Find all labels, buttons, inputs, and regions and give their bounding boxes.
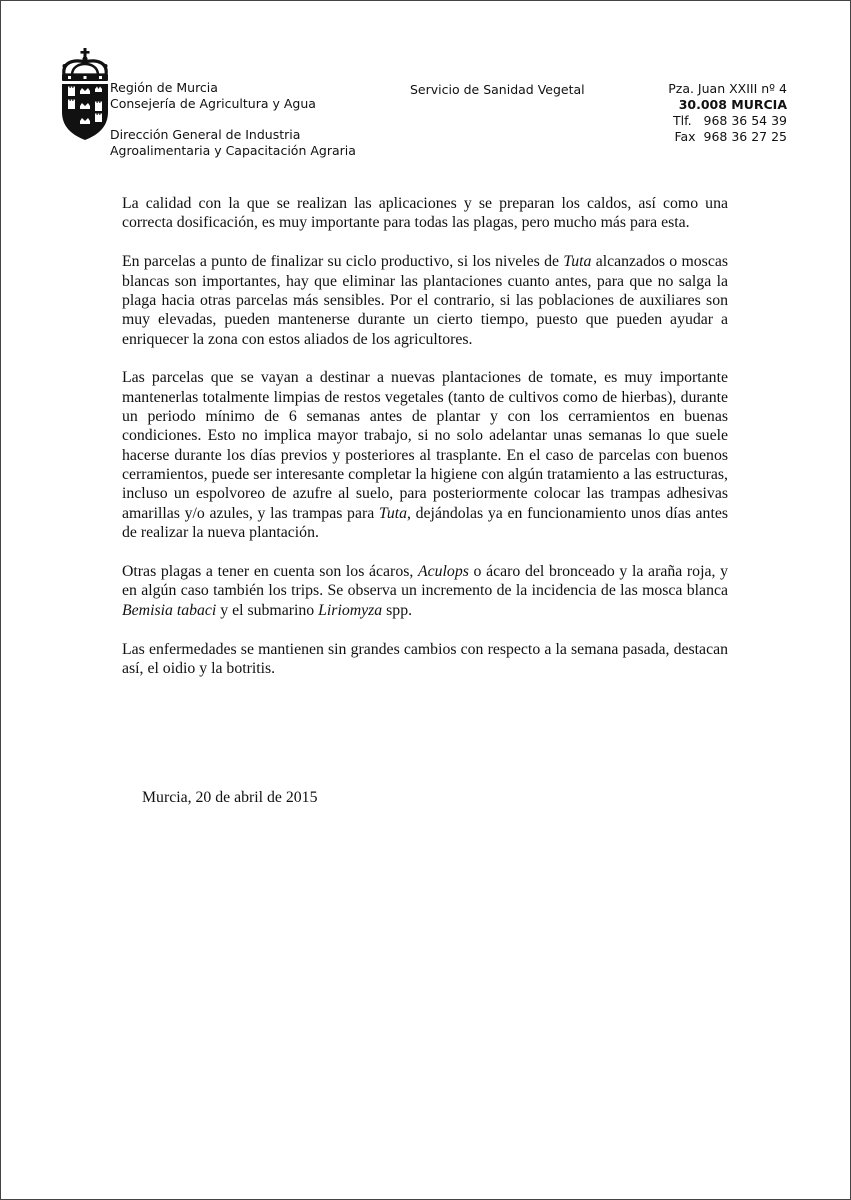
- species-tuta: Tuta: [378, 504, 408, 522]
- species-tuta: Tuta: [563, 253, 592, 271]
- paragraph-3-text-a: Las parcelas que se vayan a destinar a nuevas plantaciones de tomate, es muy importante mantenerlas totalmente limpias de restos vegetales (tanto de cultivos como de hierbas), durante un periodo mínimo de 6 semanas antes de plantar y con los cerramientos en buenas condiciones. Esto no implica mayor trabajo, si no solo adelantar unas semanas lo que suele hacerse durante los días previos y posteriores al trasplante. En el caso de parcelas con buenos cerramientos, puede ser interesante completar la higiene con algún tratamiento a las estructuras, incluso un espolvoreo de azufre al suelo, para posteriormente colocar las trampas adhesivas amarillas y/o azules, y las trampas para: [122, 369, 728, 522]
- address-fax: Fax 968 36 27 25: [674, 129, 787, 144]
- species-bemisia-tabaci: Bemisia tabaci: [122, 601, 217, 619]
- paragraph-4-text-e: y el submarino: [216, 601, 319, 619]
- region-header: [110, 80, 316, 112]
- paragraph-4: [122, 562, 728, 620]
- service-name: Servicio de Sanidad Vegetal: [410, 82, 585, 97]
- paragraph-3: [122, 368, 728, 542]
- paragraph-4-text-a: Otras plagas a tener en cuenta son los ácaros,: [122, 563, 418, 580]
- coat-of-arms-icon: [60, 48, 110, 142]
- address-street: Pza. Juan XXIII nº 4: [668, 81, 787, 96]
- region-name: Región de Murcia: [110, 80, 218, 95]
- species-aculops: Aculops: [417, 563, 469, 580]
- paragraph-4-text-c: o ácaro del bronceado y la araña roja, y en algún caso también los trips. Se observa un incremento de la incidencia de las mosca blanca: [122, 563, 728, 600]
- paragraph-1: La calidad con la que se realizan las aplicaciones y se preparan los caldos, así como una correcta dosificación, es muy importante para todas las plagas, pero mucho más para esta.: [122, 195, 728, 232]
- document-body: [122, 194, 728, 678]
- ministry-name: Consejería de Agricultura y Agua: [110, 96, 316, 111]
- directorate-header: [110, 127, 356, 159]
- address-block: [620, 81, 787, 145]
- paragraph-5: Las enfermedades se mantienen sin grandes cambios con respecto a la semana pasada, destacan así, el oidio y la botritis.: [122, 640, 728, 677]
- address-city: 30.008 MURCIA: [678, 97, 787, 112]
- paragraph-4-text-g: spp.: [382, 601, 413, 619]
- address-phone: Tlf. 968 36 54 39: [673, 113, 787, 128]
- directorate-line-1: Dirección General de Industria: [110, 127, 301, 142]
- paragraph-2: [122, 252, 728, 349]
- species-liriomyza: Liriomyza: [318, 601, 383, 619]
- directorate-line-2: Agroalimentaria y Capacitación Agraria: [110, 143, 356, 158]
- paragraph-2-text-a: En parcelas a punto de finalizar su ciclo productivo, si los niveles de: [122, 253, 564, 271]
- paragraph-2-text-c: alcanzados o moscas blancas son importantes, hay que eliminar las plantaciones cuanto antes, para que no salga la plaga hacia otras parcelas más sensibles. Por el contrario, si las poblaciones de auxiliares son muy elevadas, pueden mantenerse durante un cierto tiempo, puesto que pueden ayudar a enriquecer la zona con estos aliados de los agricultores.: [122, 253, 728, 348]
- signoff-date: Murcia, 20 de abril de 2015: [142, 789, 318, 806]
- paragraph-3-text-c: , dejándolas ya en funcionamiento unos días antes de realizar la nueva plantación.: [122, 504, 728, 542]
